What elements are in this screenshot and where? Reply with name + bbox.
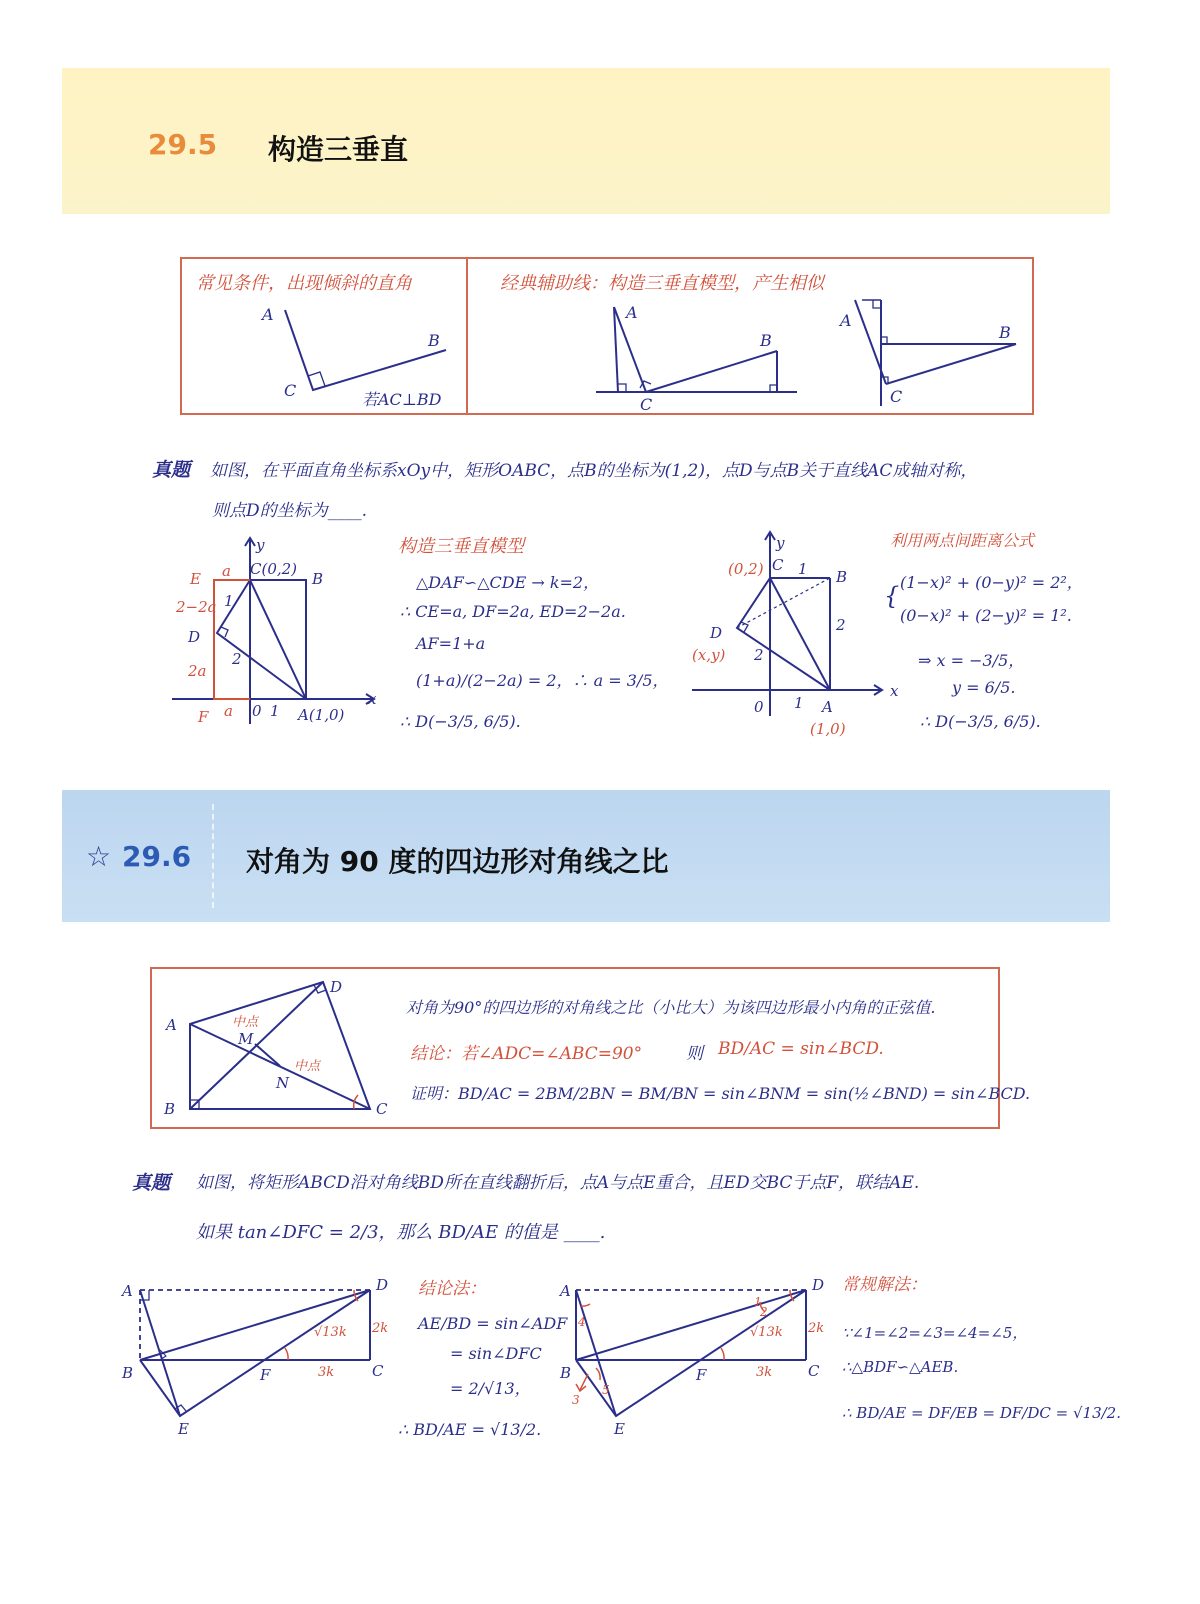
g2-label-one2: 1 <box>794 694 804 712</box>
quad-label-B: B <box>164 1100 176 1118</box>
g1-label-D: D <box>188 628 201 646</box>
label-A-2: A <box>626 303 638 322</box>
panel-right-title: 经典辅助线：构造三垂直模型，产生相似 <box>500 273 824 294</box>
section-title: 构造三垂直 <box>268 133 409 166</box>
g1-label-F: F <box>198 708 209 726</box>
g1-label-seg2: 2a <box>188 662 207 680</box>
g3-label-C: C <box>372 1362 384 1380</box>
g1-label-E: E <box>190 570 201 588</box>
g1-label-B: B <box>312 570 324 588</box>
quad-label-A: A <box>166 1016 177 1034</box>
quad-label-M: M <box>238 1030 254 1048</box>
g2-label-x: x <box>890 682 899 700</box>
p2-method1-line-3: = 2/√13， <box>450 1379 531 1398</box>
problem2-text: 如图，将矩形ABCD沿对角线BD所在直线翻折后，点A与点E重合，且ED交BC于点F，联结AE. <box>196 1173 920 1193</box>
g2-label-y: y <box>776 534 785 552</box>
label-C-1: C <box>284 381 297 400</box>
g4-label-B: B <box>560 1364 572 1382</box>
g1-label-A: A(1,0) <box>298 706 345 724</box>
g2-label-c02: (0,2) <box>728 560 764 578</box>
g3-label-A: A <box>122 1282 133 1300</box>
g1-label-C: C(0,2) <box>250 560 298 578</box>
label-B-3: B <box>999 323 1011 342</box>
method1-line-2: ∴ CE=a, DF=2a, ED=2−2a. <box>400 602 626 621</box>
method1-line-3: AF=1+a <box>416 634 486 653</box>
p2-method1-line-4: ∴ BD/AE = √13/2. <box>398 1420 542 1439</box>
g2-label-one: 1 <box>798 560 808 578</box>
g4-label-A: A <box>560 1282 571 1300</box>
g3-label-k3: 3k <box>318 1365 335 1380</box>
g1-label-a-bottom: a <box>224 702 233 720</box>
panel2-line-2-label: 结论：若∠ADC=∠ABC=90° <box>410 1044 643 1064</box>
label-A-1: A <box>262 305 274 324</box>
p2-method1-line-2: = sin∠DFC <box>450 1344 542 1363</box>
method2-line-3: ⇒ x = −3/5， <box>918 651 1025 670</box>
g4-label-n5: 5 <box>602 1383 610 1397</box>
g2-label-two2: 2 <box>836 616 846 634</box>
g1-label-one: 1 <box>270 702 280 720</box>
problem2-tag: 真题 <box>132 1172 171 1194</box>
g2-label-O: 0 <box>754 698 764 716</box>
g1-label-a-top: a <box>222 562 231 580</box>
panel2-line-1: 对角为90°的四边形的对角线之比（小比大）为该四边形最小内角的正弦值. <box>406 998 936 1017</box>
label-B-2: B <box>760 331 772 350</box>
label-B-1: B <box>428 331 440 350</box>
g2-label-two: 2 <box>754 646 764 664</box>
g4-label-n2: 2 <box>760 1305 768 1319</box>
panel2-line-2-formula: BD/AC = sin∠BCD. <box>718 1039 884 1059</box>
g3-label-k2: 2k <box>372 1321 389 1336</box>
g4-label-F: F <box>696 1366 707 1384</box>
section-title: 对角为 90 度的四边形对角线之比 <box>246 845 669 878</box>
method2-title: 利用两点间距离公式 <box>890 531 1035 550</box>
method1-line-1: △DAF∽△CDE → k=2， <box>416 573 600 592</box>
quad-label-D: D <box>330 978 343 996</box>
g1-label-one2: 1 <box>224 592 234 610</box>
problem1-text: 如图，在平面直角坐标系xOy中，矩形OABC，点B的坐标为(1,2)，点D与点B关于直线AC成轴对称， <box>210 461 978 481</box>
method1-line-4: (1+a)/(2−2a) = 2，∴ a = 3/5， <box>416 671 669 690</box>
quad-label-C: C <box>376 1100 388 1118</box>
quad-label-N: N <box>276 1074 290 1092</box>
p2-method2-line-2: ∴△BDF∽△AEB. <box>842 1358 959 1376</box>
g4-label-k13: √13k <box>750 1325 783 1340</box>
g4-label-n4: 4 <box>578 1315 586 1329</box>
p2-method2-line-1: ∵∠1=∠2=∠3=∠4=∠5， <box>842 1324 1028 1342</box>
g2-label-B: B <box>836 568 848 586</box>
g2-label-xy: (x,y) <box>692 646 726 664</box>
g4-label-D: D <box>812 1276 825 1294</box>
g2-label-C: C <box>772 556 784 574</box>
section-number: 29.6 <box>122 840 192 873</box>
g3-label-B: B <box>122 1364 134 1382</box>
g4-label-k2: 2k <box>808 1321 825 1336</box>
label-C-2: C <box>640 395 653 414</box>
p2-method2-line-3: ∴ BD/AE = DF/EB = DF/DC = √13/2. <box>842 1404 1121 1422</box>
g3-label-k13: √13k <box>314 1325 347 1340</box>
g4-label-C: C <box>808 1362 820 1380</box>
g1-label-two: 2 <box>232 650 242 668</box>
star-icon: ☆ <box>86 840 112 873</box>
method2-line-5: ∴ D(−3/5, 6/5). <box>920 712 1041 731</box>
method2-line-2: (0−x)² + (2−y)² = 1². <box>900 606 1072 625</box>
p2-method1-line-1: AE/BD = sin∠ADF <box>418 1314 568 1333</box>
label-C-3: C <box>890 387 903 406</box>
method2-brace: { <box>884 582 900 610</box>
g4-label-E: E <box>614 1420 625 1438</box>
g4-label-n3: 3 <box>572 1393 580 1407</box>
section-number: 29.5 <box>148 128 218 161</box>
g3-label-E: E <box>178 1420 189 1438</box>
g3-label-D: D <box>376 1276 389 1294</box>
g1-label-seg1: 2−2a <box>176 598 217 616</box>
method2-line-4: y = 6/5. <box>952 678 1016 697</box>
g2-label-a10: (1,0) <box>810 720 846 738</box>
p2-method1-title: 结论法： <box>418 1279 486 1299</box>
panel2-line-3: 证明：BD/AC = 2BM/2BN = BM/BN = sin∠BNM = sin(½∠BND) = sin∠BCD. <box>410 1084 1031 1103</box>
problem2-text2: 如果 tan∠DFC = 2/3，那么 BD/AE 的值是 ____. <box>196 1222 606 1243</box>
g2-label-A: A <box>822 698 833 716</box>
problem1-tag: 真题 <box>152 459 191 481</box>
panel-left-condition: 若AC⊥BD <box>362 390 442 409</box>
quad-label-mid2: 中点 <box>294 1059 321 1074</box>
method1-title: 构造三垂直模型 <box>398 536 524 557</box>
panel2-line-2-then: 则 <box>686 1044 703 1064</box>
method2-line-1: (1−x)² + (0−y)² = 2²， <box>900 573 1083 592</box>
g3-label-F: F <box>260 1366 271 1384</box>
g1-label-x: x <box>368 690 377 708</box>
method1-line-5: ∴ D(−3/5, 6/5). <box>400 712 521 731</box>
g1-label-y: y <box>256 536 265 554</box>
panel-left-title: 常见条件，出现倾斜的直角 <box>196 273 412 294</box>
g1-label-O: 0 <box>252 702 262 720</box>
g2-label-D: D <box>710 624 723 642</box>
g4-label-n1: 1 <box>754 1295 762 1309</box>
p2-method2-title: 常规解法： <box>842 1275 927 1295</box>
g4-label-k3: 3k <box>756 1365 773 1380</box>
quad-label-mid1: 中点 <box>232 1015 259 1030</box>
problem1-text2: 则点D的坐标为____. <box>212 501 368 521</box>
label-A-3: A <box>840 311 852 330</box>
